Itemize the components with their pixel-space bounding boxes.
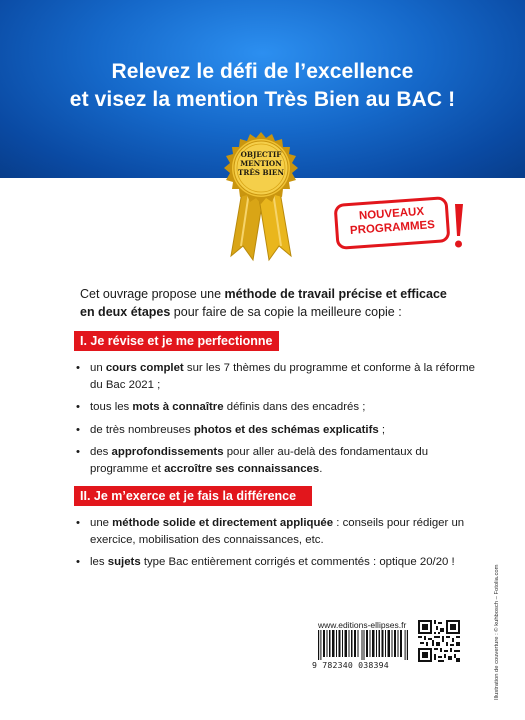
rosette-line-1: OBJECTIF: [240, 150, 282, 159]
intro-bold-1: méthode de travail précise et efficace: [224, 287, 447, 301]
section-1-list: [74, 360, 484, 483]
section-1-title: I. Je révise et je me perfectionne: [74, 331, 279, 351]
bullet-icon: •: [76, 446, 80, 458]
headline-line-1: Relevez le défi de l’excellence: [111, 60, 414, 83]
publisher-url[interactable]: www.editions-ellipses.fr: [318, 620, 407, 630]
list-item: • une méthode solide et directement appliquée : conseils pour rédiger un exercice, mobilisation des connaissances, etc.: [76, 517, 465, 546]
rosette-line-3: TRÈS BIEN: [238, 168, 284, 177]
intro-bold-2: en deux étapes: [80, 305, 171, 319]
intro-paragraph: [80, 285, 480, 321]
barcode-number: 9 782340 038394: [312, 660, 389, 670]
rosette-label: [228, 150, 294, 177]
list-item: • un cours complet sur les 7 thèmes du programme et conforme à la réforme du Bac 2021 ;: [76, 362, 475, 391]
badge-line-2: PROGRAMMES: [349, 219, 436, 237]
rosette-line-2: MENTION: [240, 159, 282, 168]
headline: [0, 58, 525, 114]
intro-text-2: pour faire de sa copie la meilleure copie :: [170, 305, 402, 319]
exclamation-icon: [451, 202, 465, 254]
section-2-title: II. Je m’exerce et je fais la différence: [74, 486, 312, 506]
bullet-icon: •: [76, 517, 80, 529]
bullet-icon: •: [76, 401, 80, 413]
bullet-icon: •: [76, 362, 80, 374]
bullet-icon: •: [76, 423, 80, 436]
cover-credit: Illustration de couverture : © kuhbosch – Fotolia.com: [494, 564, 500, 700]
barcode-icon: [318, 630, 408, 660]
new-programs-badge: [335, 200, 465, 256]
qr-code-icon[interactable]: [418, 620, 460, 662]
bullet-icon: •: [76, 556, 80, 568]
badge-line-1: NOUVEAUX: [358, 205, 425, 223]
list-item: • tous les mots à connaître définis dans des encadrés ;: [74, 399, 484, 416]
list-item: • des approfondissements pour aller au-delà des fondamentaux du programme et accroître ses connaissances.: [76, 446, 429, 475]
headline-line-2: et visez la mention Très Bien au BAC !: [69, 88, 456, 111]
list-item: • de très nombreuses photos et des schémas explicatifs ;: [74, 422, 484, 439]
section-2-list: [74, 515, 484, 577]
intro-text-1: Cet ouvrage propose une: [80, 287, 225, 301]
list-item: • les sujets type Bac entièrement corrigés et commentés : optique 20/20 !: [74, 554, 484, 571]
